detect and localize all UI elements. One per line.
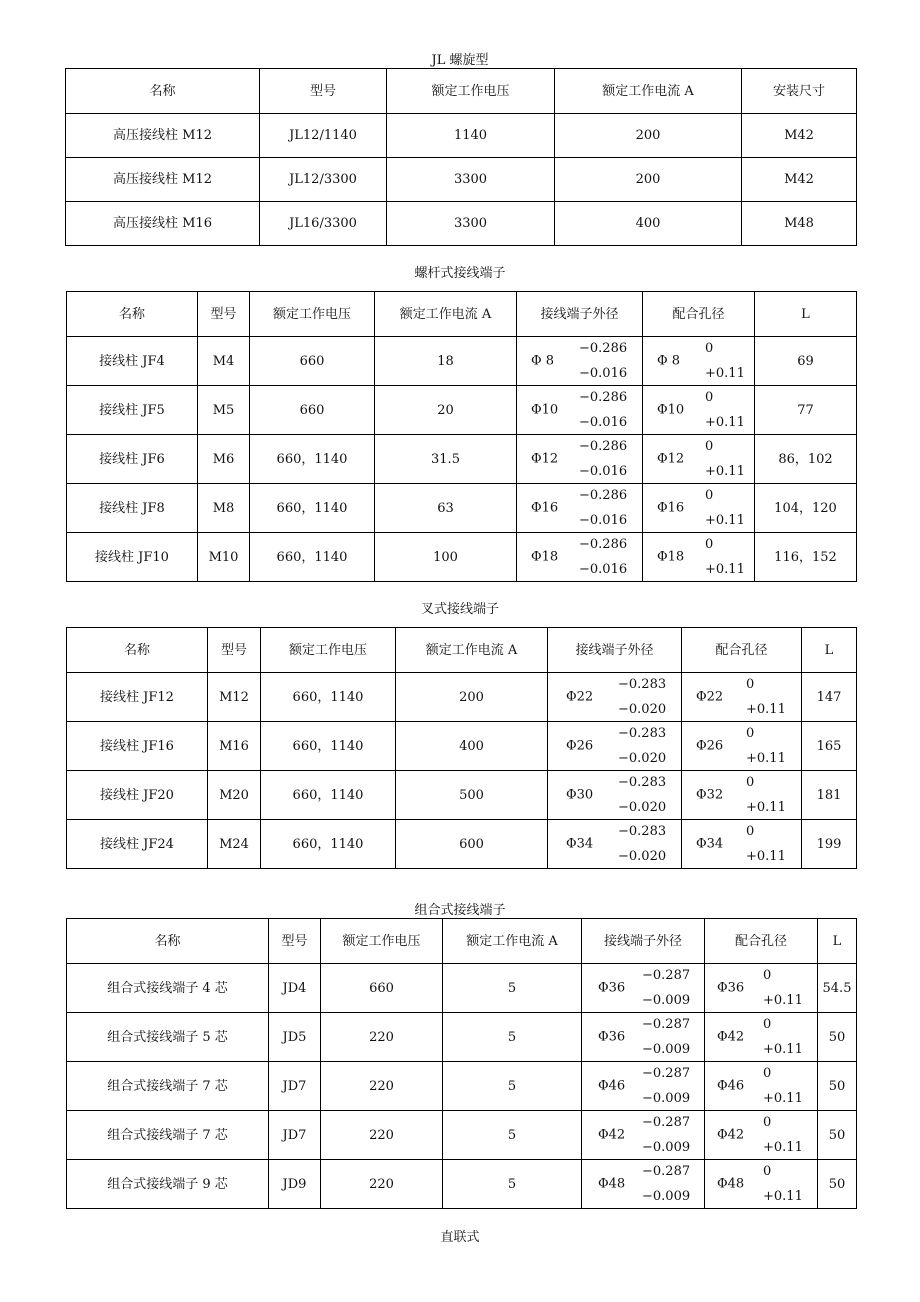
hole-diameter-cell — [682, 673, 802, 722]
hole-diameter-cell-lower-deviation: 0 — [763, 1164, 772, 1179]
hole-diameter-cell-lower-deviation: 0 — [746, 677, 755, 692]
voltage-cell: 220 — [321, 1160, 443, 1209]
outer-diameter-cell-lower-deviation: −0.287 — [642, 1115, 691, 1130]
model-cell: M4 — [198, 337, 250, 386]
table-row — [67, 337, 857, 386]
hole-diameter-cell-upper-deviation: +0.11 — [763, 1140, 803, 1155]
hole-diameter-cell — [682, 771, 802, 820]
table-row — [67, 1013, 857, 1062]
hole-diameter-cell-lower-deviation: 0 — [705, 390, 714, 405]
outer-diameter-cell-lower-deviation: −0.286 — [579, 390, 628, 405]
name-cell: 组合式接线端子 9 芯 — [67, 1160, 269, 1209]
table-row — [67, 435, 857, 484]
outer-diameter-cell-lower-deviation: −0.287 — [642, 1017, 691, 1032]
model-cell: JD9 — [269, 1160, 321, 1209]
model-cell: M20 — [208, 771, 261, 820]
table-cell: 高压接线柱 M16 — [66, 202, 260, 246]
hole-diameter-cell-diameter: Φ22 — [696, 689, 724, 705]
header-cell: 额定工作电流 A — [555, 69, 742, 114]
hole-diameter-cell-upper-deviation: +0.11 — [705, 562, 745, 577]
hole-diameter-cell-diameter: Φ34 — [696, 836, 724, 852]
current-cell: 500 — [396, 771, 548, 820]
length-cell: 165 — [802, 722, 857, 771]
table-cell: 高压接线柱 M12 — [66, 114, 260, 158]
header-cell: 接线端子外径 — [582, 919, 705, 964]
length-cell: 54.5 — [818, 964, 857, 1013]
hole-diameter-cell-diameter: Φ16 — [657, 500, 685, 516]
voltage-cell: 660，1140 — [261, 771, 396, 820]
voltage-cell: 660，1140 — [250, 484, 375, 533]
current-cell: 5 — [443, 1013, 582, 1062]
outer-diameter-cell-upper-deviation: −0.009 — [642, 1091, 691, 1106]
model-cell: M10 — [198, 533, 250, 582]
hole-diameter-cell-diameter: Φ32 — [696, 787, 724, 803]
table-row — [67, 722, 857, 771]
outer-diameter-cell-upper-deviation: −0.009 — [642, 993, 691, 1008]
current-cell: 600 — [396, 820, 548, 869]
table-row — [67, 771, 857, 820]
hole-diameter-cell-lower-deviation: 0 — [746, 775, 755, 790]
table-cell: 高压接线柱 M12 — [66, 158, 260, 202]
table-cell: JL12/3300 — [260, 158, 387, 202]
hole-diameter-cell — [705, 1062, 818, 1111]
outer-diameter-cell-upper-deviation: −0.020 — [618, 702, 667, 717]
hole-diameter-cell — [705, 1111, 818, 1160]
name-cell: 接线柱 JF6 — [67, 435, 198, 484]
outer-diameter-cell-diameter: Φ22 — [566, 689, 594, 705]
table-row — [67, 673, 857, 722]
current-cell: 63 — [375, 484, 517, 533]
hole-diameter-cell-upper-deviation: +0.11 — [705, 513, 745, 528]
header-cell: 名称 — [67, 628, 208, 673]
outer-diameter-cell-upper-deviation: −0.016 — [579, 464, 628, 479]
hole-diameter-cell-diameter: Φ10 — [657, 402, 685, 418]
name-cell: 接线柱 JF24 — [67, 820, 208, 869]
voltage-cell: 660，1140 — [250, 533, 375, 582]
outer-diameter-cell — [517, 386, 643, 435]
table-cell: M48 — [742, 202, 857, 246]
outer-diameter-cell-diameter: Φ34 — [566, 836, 594, 852]
header-cell: L — [755, 292, 857, 337]
combined-terminal-table — [66, 918, 857, 1209]
header-cell: 名称 — [67, 919, 269, 964]
table-cell: 200 — [555, 114, 742, 158]
header-cell: 配合孔径 — [705, 919, 818, 964]
table-cell: 3300 — [387, 158, 555, 202]
current-cell: 100 — [375, 533, 517, 582]
table-cell: M42 — [742, 114, 857, 158]
outer-diameter-cell — [517, 533, 643, 582]
header-cell: 额定工作电压 — [250, 292, 375, 337]
outer-diameter-cell-lower-deviation: −0.283 — [618, 726, 667, 741]
outer-diameter-cell-upper-deviation: −0.016 — [579, 415, 628, 430]
outer-diameter-cell — [548, 722, 682, 771]
voltage-cell: 220 — [321, 1062, 443, 1111]
table-row — [66, 158, 857, 202]
fork-terminal-table — [66, 627, 857, 869]
hole-diameter-cell-upper-deviation: +0.11 — [763, 1042, 803, 1057]
hole-diameter-cell-diameter: Φ46 — [717, 1078, 745, 1094]
table-row — [66, 202, 857, 246]
hole-diameter-cell-lower-deviation: 0 — [763, 968, 772, 983]
table-cell: 1140 — [387, 114, 555, 158]
hole-diameter-cell-lower-deviation: 0 — [705, 488, 714, 503]
table-cell: 400 — [555, 202, 742, 246]
length-cell: 181 — [802, 771, 857, 820]
table4-title: 组合式接线端子 — [414, 903, 506, 918]
hole-diameter-cell-diameter: Φ36 — [717, 980, 745, 996]
table-row — [67, 386, 857, 435]
outer-diameter-cell — [582, 964, 705, 1013]
outer-diameter-cell-lower-deviation: −0.286 — [579, 537, 628, 552]
hole-diameter-cell-diameter: Φ18 — [657, 549, 685, 565]
length-cell: 77 — [755, 386, 857, 435]
outer-diameter-cell-diameter: Φ42 — [598, 1127, 626, 1143]
table-cell: JL12/1140 — [260, 114, 387, 158]
header-cell: 额定工作电压 — [261, 628, 396, 673]
outer-diameter-cell-diameter: Φ48 — [598, 1176, 626, 1192]
voltage-cell: 660，1140 — [261, 820, 396, 869]
outer-diameter-cell-upper-deviation: −0.009 — [642, 1042, 691, 1057]
model-cell: M24 — [208, 820, 261, 869]
header-cell: L — [802, 628, 857, 673]
length-cell: 147 — [802, 673, 857, 722]
hole-diameter-cell-upper-deviation: +0.11 — [763, 1091, 803, 1106]
outer-diameter-cell — [582, 1013, 705, 1062]
hole-diameter-cell-lower-deviation: 0 — [705, 537, 714, 552]
hole-diameter-cell-diameter: Φ42 — [717, 1127, 745, 1143]
hole-diameter-cell-diameter: Φ48 — [717, 1176, 745, 1192]
hole-diameter-cell-lower-deviation: 0 — [746, 824, 755, 839]
hole-diameter-cell — [705, 1160, 818, 1209]
name-cell: 接线柱 JF4 — [67, 337, 198, 386]
hole-diameter-cell-lower-deviation: 0 — [763, 1066, 772, 1081]
header-cell: 安装尺寸 — [742, 69, 857, 114]
model-cell: M6 — [198, 435, 250, 484]
current-cell: 200 — [396, 673, 548, 722]
length-cell: 199 — [802, 820, 857, 869]
table-header-row — [66, 69, 857, 114]
current-cell: 31.5 — [375, 435, 517, 484]
section-title-direct: 直联式 — [440, 1230, 480, 1245]
screw-terminal-table — [66, 291, 857, 582]
length-cell: 86，102 — [755, 435, 857, 484]
voltage-cell: 660 — [321, 964, 443, 1013]
outer-diameter-cell-lower-deviation: −0.283 — [618, 824, 667, 839]
outer-diameter-cell — [517, 484, 643, 533]
table-header-row — [67, 628, 857, 673]
length-cell: 69 — [755, 337, 857, 386]
outer-diameter-cell-diameter: Φ16 — [531, 500, 559, 516]
outer-diameter-cell — [517, 435, 643, 484]
length-cell: 116，152 — [755, 533, 857, 582]
name-cell: 组合式接线端子 7 芯 — [67, 1062, 269, 1111]
length-cell: 50 — [818, 1013, 857, 1062]
model-cell: JD7 — [269, 1062, 321, 1111]
hole-diameter-cell — [643, 337, 755, 386]
voltage-cell: 220 — [321, 1013, 443, 1062]
outer-diameter-cell-diameter: Φ 8 — [531, 353, 555, 369]
model-cell: M16 — [208, 722, 261, 771]
name-cell: 接线柱 JF20 — [67, 771, 208, 820]
header-cell: 名称 — [66, 69, 260, 114]
length-cell: 104，120 — [755, 484, 857, 533]
outer-diameter-cell-upper-deviation: −0.020 — [618, 849, 667, 864]
name-cell: 组合式接线端子 7 芯 — [67, 1111, 269, 1160]
voltage-cell: 660 — [250, 386, 375, 435]
name-cell: 接线柱 JF12 — [67, 673, 208, 722]
hole-diameter-cell — [643, 484, 755, 533]
current-cell: 5 — [443, 964, 582, 1013]
voltage-cell: 660，1140 — [261, 722, 396, 771]
header-cell: 型号 — [198, 292, 250, 337]
hole-diameter-cell-diameter: Φ 8 — [657, 353, 681, 369]
header-cell: 名称 — [67, 292, 198, 337]
hole-diameter-cell — [705, 1013, 818, 1062]
header-cell: 额定工作电流 A — [375, 292, 517, 337]
voltage-cell: 660 — [250, 337, 375, 386]
current-cell: 5 — [443, 1062, 582, 1111]
hole-diameter-cell-upper-deviation: +0.11 — [746, 751, 786, 766]
hole-diameter-cell-upper-deviation: +0.11 — [705, 366, 745, 381]
current-cell: 20 — [375, 386, 517, 435]
outer-diameter-cell-lower-deviation: −0.287 — [642, 1066, 691, 1081]
outer-diameter-cell-lower-deviation: −0.287 — [642, 1164, 691, 1179]
outer-diameter-cell-diameter: Φ12 — [531, 451, 559, 467]
header-cell: 额定工作电流 A — [443, 919, 582, 964]
header-cell: L — [818, 919, 857, 964]
jl-spiral-table — [65, 68, 857, 246]
current-cell: 400 — [396, 722, 548, 771]
table-header-row — [67, 919, 857, 964]
header-cell: 接线端子外径 — [548, 628, 682, 673]
name-cell: 接线柱 JF5 — [67, 386, 198, 435]
hole-diameter-cell-diameter: Φ42 — [717, 1029, 745, 1045]
header-cell: 型号 — [208, 628, 261, 673]
table-row — [67, 1160, 857, 1209]
table-row — [67, 484, 857, 533]
model-cell: M12 — [208, 673, 261, 722]
table3-title: 叉式接线端子 — [420, 602, 499, 617]
model-cell: JD4 — [269, 964, 321, 1013]
outer-diameter-cell — [548, 771, 682, 820]
hole-diameter-cell — [682, 722, 802, 771]
outer-diameter-cell-diameter: Φ30 — [566, 787, 594, 803]
outer-diameter-cell-diameter: Φ18 — [531, 549, 559, 565]
model-cell: JD7 — [269, 1111, 321, 1160]
outer-diameter-cell-lower-deviation: −0.287 — [642, 968, 691, 983]
outer-diameter-cell — [548, 673, 682, 722]
hole-diameter-cell — [643, 386, 755, 435]
length-cell: 50 — [818, 1160, 857, 1209]
length-cell: 50 — [818, 1111, 857, 1160]
current-cell: 5 — [443, 1111, 582, 1160]
hole-diameter-cell — [682, 820, 802, 869]
header-cell: 配合孔径 — [643, 292, 755, 337]
table-cell: 200 — [555, 158, 742, 202]
hole-diameter-cell-upper-deviation: +0.11 — [763, 993, 803, 1008]
name-cell: 组合式接线端子 4 芯 — [67, 964, 269, 1013]
table-cell: 3300 — [387, 202, 555, 246]
outer-diameter-cell — [582, 1160, 705, 1209]
header-cell: 额定工作电流 A — [396, 628, 548, 673]
table-row — [67, 1062, 857, 1111]
outer-diameter-cell — [582, 1062, 705, 1111]
outer-diameter-cell-upper-deviation: −0.009 — [642, 1189, 691, 1204]
model-cell: M8 — [198, 484, 250, 533]
header-cell: 型号 — [269, 919, 321, 964]
outer-diameter-cell-upper-deviation: −0.016 — [579, 513, 628, 528]
header-cell: 额定工作电压 — [321, 919, 443, 964]
table-row — [67, 964, 857, 1013]
outer-diameter-cell-upper-deviation: −0.016 — [579, 366, 628, 381]
table1-title: JL 螺旋型 — [431, 53, 489, 68]
table-row — [66, 114, 857, 158]
outer-diameter-cell-upper-deviation: −0.016 — [579, 562, 628, 577]
hole-diameter-cell-upper-deviation: +0.11 — [705, 464, 745, 479]
outer-diameter-cell-upper-deviation: −0.020 — [618, 751, 667, 766]
voltage-cell: 660，1140 — [250, 435, 375, 484]
model-cell: JD5 — [269, 1013, 321, 1062]
hole-diameter-cell — [705, 964, 818, 1013]
outer-diameter-cell-lower-deviation: −0.286 — [579, 488, 628, 503]
hole-diameter-cell-diameter: Φ12 — [657, 451, 685, 467]
hole-diameter-cell-upper-deviation: +0.11 — [746, 800, 786, 815]
table-header-row — [67, 292, 857, 337]
outer-diameter-cell-diameter: Φ26 — [566, 738, 594, 754]
current-cell: 5 — [443, 1160, 582, 1209]
header-cell: 接线端子外径 — [517, 292, 643, 337]
hole-diameter-cell-diameter: Φ26 — [696, 738, 724, 754]
outer-diameter-cell-upper-deviation: −0.020 — [618, 800, 667, 815]
hole-diameter-cell-upper-deviation: +0.11 — [746, 702, 786, 717]
outer-diameter-cell-diameter: Φ36 — [598, 980, 626, 996]
name-cell: 组合式接线端子 5 芯 — [67, 1013, 269, 1062]
outer-diameter-cell — [517, 337, 643, 386]
hole-diameter-cell-upper-deviation: +0.11 — [763, 1189, 803, 1204]
outer-diameter-cell-diameter: Φ46 — [598, 1078, 626, 1094]
table-cell: M42 — [742, 158, 857, 202]
name-cell: 接线柱 JF8 — [67, 484, 198, 533]
header-cell: 额定工作电压 — [387, 69, 555, 114]
table-row — [67, 1111, 857, 1160]
table-row — [67, 820, 857, 869]
hole-diameter-cell-upper-deviation: +0.11 — [746, 849, 786, 864]
outer-diameter-cell-lower-deviation: −0.283 — [618, 677, 667, 692]
name-cell: 接线柱 JF16 — [67, 722, 208, 771]
hole-diameter-cell-lower-deviation: 0 — [763, 1017, 772, 1032]
hole-diameter-cell-lower-deviation: 0 — [763, 1115, 772, 1130]
outer-diameter-cell-lower-deviation: −0.283 — [618, 775, 667, 790]
header-cell: 配合孔径 — [682, 628, 802, 673]
hole-diameter-cell-lower-deviation: 0 — [705, 439, 714, 454]
outer-diameter-cell-lower-deviation: −0.286 — [579, 341, 628, 356]
outer-diameter-cell — [582, 1111, 705, 1160]
hole-diameter-cell — [643, 435, 755, 484]
outer-diameter-cell-diameter: Φ36 — [598, 1029, 626, 1045]
hole-diameter-cell-lower-deviation: 0 — [746, 726, 755, 741]
outer-diameter-cell-diameter: Φ10 — [531, 402, 559, 418]
current-cell: 18 — [375, 337, 517, 386]
table2-title: 螺杆式接线端子 — [414, 266, 506, 281]
voltage-cell: 220 — [321, 1111, 443, 1160]
outer-diameter-cell-lower-deviation: −0.286 — [579, 439, 628, 454]
outer-diameter-cell-upper-deviation: −0.009 — [642, 1140, 691, 1155]
voltage-cell: 660，1140 — [261, 673, 396, 722]
table-cell: JL16/3300 — [260, 202, 387, 246]
outer-diameter-cell — [548, 820, 682, 869]
header-cell: 型号 — [260, 69, 387, 114]
table-row — [67, 533, 857, 582]
hole-diameter-cell — [643, 533, 755, 582]
length-cell: 50 — [818, 1062, 857, 1111]
hole-diameter-cell-upper-deviation: +0.11 — [705, 415, 745, 430]
hole-diameter-cell-lower-deviation: 0 — [705, 341, 714, 356]
model-cell: M5 — [198, 386, 250, 435]
name-cell: 接线柱 JF10 — [67, 533, 198, 582]
